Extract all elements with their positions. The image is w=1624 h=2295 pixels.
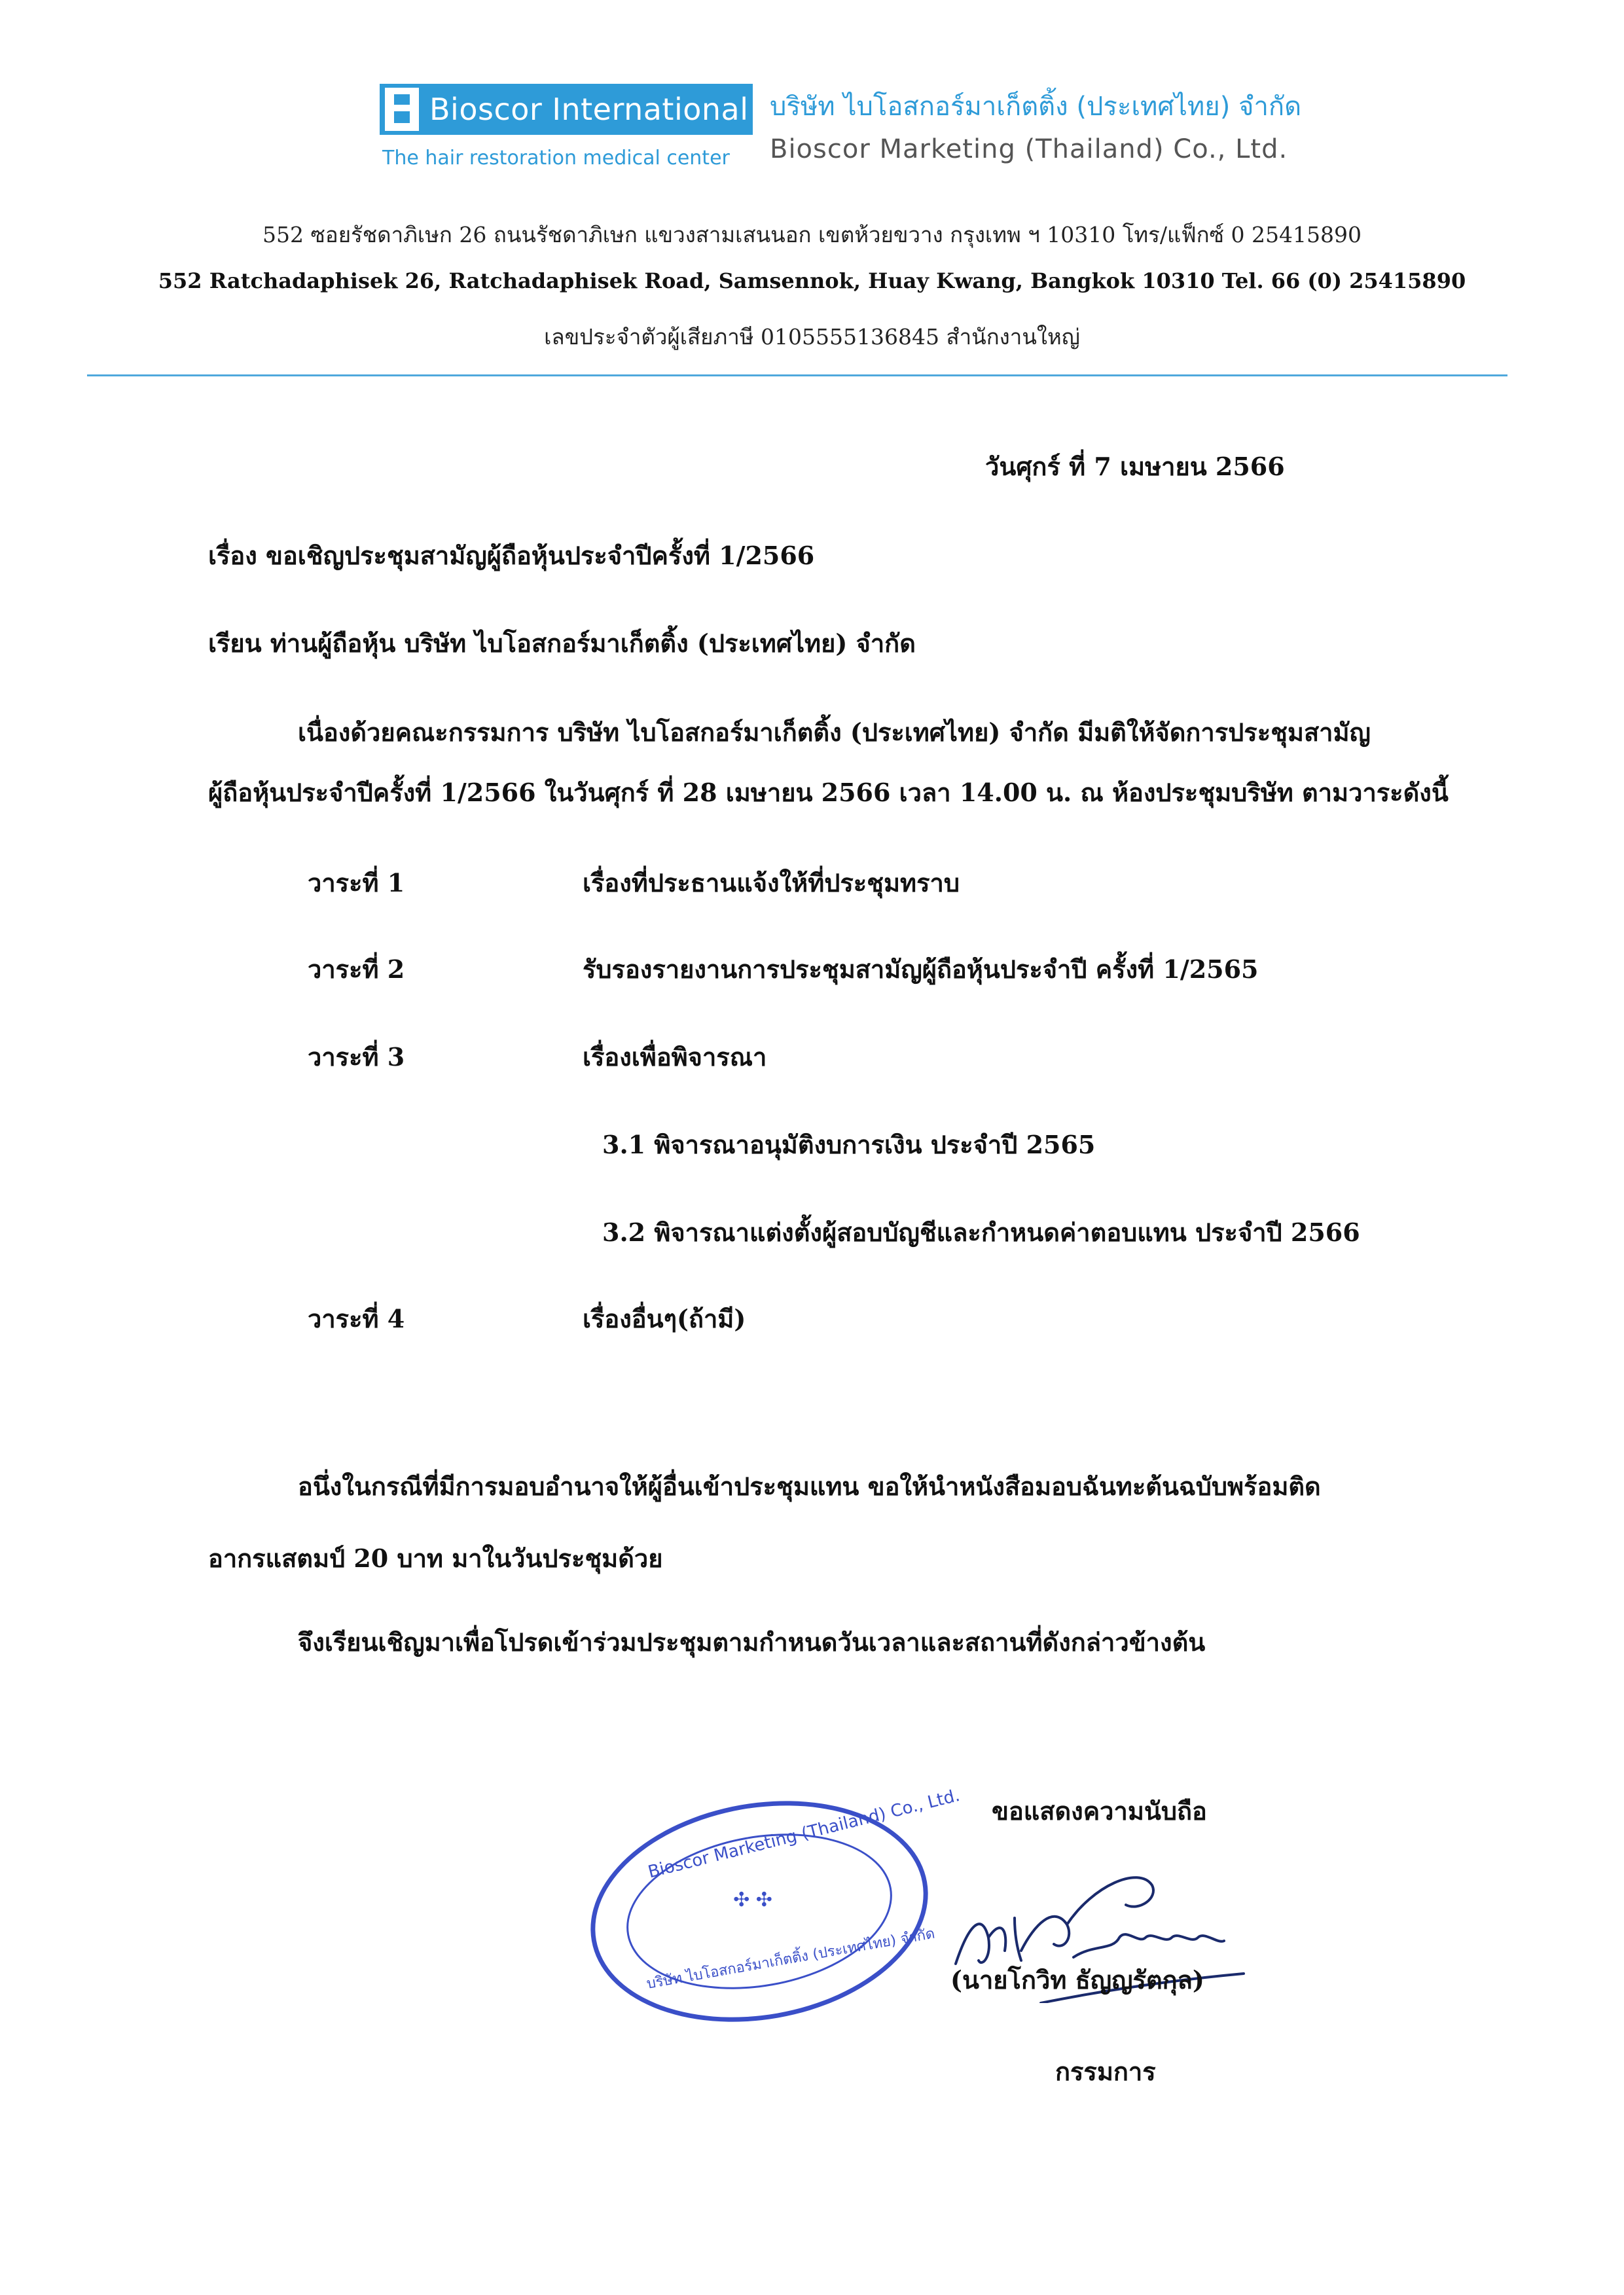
logo-tagline: The hair restoration medical center (382, 147, 730, 170)
agenda-text: เรื่องเพื่อพิจารณา (583, 1042, 767, 1072)
agenda-label: วาระที่ 1 (308, 868, 405, 897)
header-divider (87, 374, 1507, 376)
company-name-thai: บริษัท ไบโอสกอร์มาเก็ตติ้ง (ประเทศไทย) จำกัด (770, 92, 1302, 122)
letter-date: วันศุกร์ ที่ 7 เมษายน 2566 (985, 452, 1285, 481)
closing-regards: ขอแสดงความนับถือ (992, 1796, 1207, 1826)
company-logo (380, 84, 753, 135)
agenda-text: เรื่องอื่นๆ(ถ้ามี) (583, 1304, 746, 1333)
agenda-text: เรื่องที่ประธานแจ้งให้ที่ประชุมทราบ (583, 868, 960, 897)
logo-mark-icon (385, 88, 419, 131)
stamp-text-thai: บริษัท ไบโอสกอร์มาเก็ตติ้ง (ประเทศไทย) จำกัด (645, 1925, 937, 1993)
signer-name: (นายโกวิท ธัญญรัตกุล) (950, 1965, 1204, 1995)
agenda-label: วาระที่ 4 (308, 1304, 405, 1333)
intro-line-1: เนื่องด้วยคณะกรรมการ บริษัท ไบโอสกอร์มาเก็ตติ้ง (ประเทศไทย) จำกัด มีมติให้จัดการประชุมสามัญ (298, 717, 1371, 747)
stamp-emblem-icon: ✣ ✣ (733, 1888, 772, 1911)
proxy-note-line-2: อากรแสตมป์ 20 บาท มาในวันประชุมด้วย (208, 1544, 663, 1573)
letter-recipient: เรียน ท่านผู้ถือหุ้น บริษัท ไบโอสกอร์มาเก็ตติ้ง (ประเทศไทย) จำกัด (208, 628, 916, 658)
letter-subject: เรื่อง ขอเชิญประชุมสามัญผู้ถือหุ้นประจำปีครั้งที่ 1/2566 (208, 541, 815, 570)
stamp-text-english: Bioscor Marketing (Thailand) Co., Ltd. (646, 1785, 962, 1883)
agenda-sub-item: 3.2 พิจารณาแต่งตั้งผู้สอบบัญชีและกำหนดค่าตอบแทน ประจำปี 2566 (602, 1218, 1360, 1247)
signer-title: กรรมการ (1055, 2057, 1156, 2086)
agenda-sub-item: 3.1 พิจารณาอนุมัติงบการเงิน ประจำปี 2565 (602, 1130, 1096, 1159)
agenda-label: วาระที่ 3 (308, 1042, 405, 1072)
agenda-label: วาระที่ 2 (308, 954, 405, 984)
address-english: 552 Ratchadaphisek 26, Ratchadaphisek Road, Samsennok, Huay Kwang, Bangkok 10310 Tel. 66 (0) 25415890 (158, 268, 1466, 293)
closing-invitation: จึงเรียนเชิญมาเพื่อโปรดเข้าร่วมประชุมตามกำหนดวันเวลาและสถานที่ดังกล่าวข้างต้น (298, 1627, 1206, 1657)
proxy-note-line-1: อนึ่งในกรณีที่มีการมอบอำนาจให้ผู้อื่นเข้าประชุมแทน ขอให้นำหนังสือมอบฉันทะต้นฉบับพร้อมติด (298, 1472, 1321, 1501)
agenda-text: รับรองรายงานการประชุมสามัญผู้ถือหุ้นประจำปี ครั้งที่ 1/2565 (583, 954, 1259, 984)
tax-id: เลขประจำตัวผู้เสียภาษี 0105555136845 สำนักงานใหญ่ (544, 324, 1080, 350)
address-thai: 552 ซอยรัชดาภิเษก 26 ถนนรัชดาภิเษก แขวงสามเสนนอก เขตห้วยขวาง กรุงเทพ ฯ 10310 โทร/แฟ็กซ์ 0 25415890 (262, 222, 1362, 247)
company-name-english: Bioscor Marketing (Thailand) Co., Ltd. (770, 134, 1288, 164)
logo-name: Bioscor International (429, 92, 749, 127)
intro-line-2: ผู้ถือหุ้นประจำปีครั้งที่ 1/2566 ในวันศุกร์ ที่ 28 เมษายน 2566 เวลา 14.00 น. ณ ห้องประชุมบริษัท ตามวาระดังนี้ (208, 778, 1449, 807)
